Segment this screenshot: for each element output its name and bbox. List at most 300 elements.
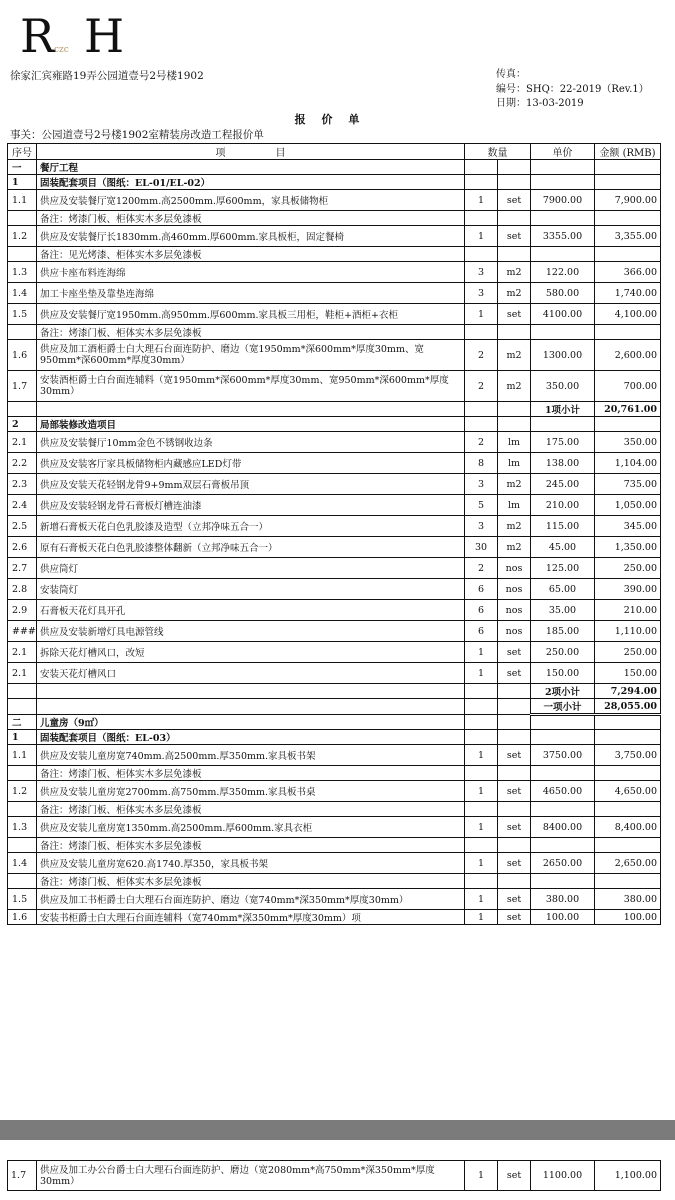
row-amount: 366.00 (595, 262, 661, 283)
row-no: 2.3 (8, 474, 37, 495)
row-desc: 供应及安装餐厅宽1200mm.高2500mm.厚600mm，家具板储物柜 (37, 190, 465, 211)
table-row (8, 516, 661, 537)
row-price: 185.00 (531, 621, 595, 642)
row-unit: m2 (498, 371, 531, 402)
row-no: 2.6 (8, 537, 37, 558)
row-note: 备注：烤漆门板、柜体实木多层免漆板 (37, 766, 465, 781)
row-amount (595, 730, 661, 745)
row-qty: 1 (465, 781, 498, 802)
row-no: 1.7 (8, 371, 37, 402)
row-qty: 1 (465, 817, 498, 838)
row-qty: 6 (465, 579, 498, 600)
row-desc: 供应及安装儿童房宽1350mm.高2500mm.厚600mm.家具衣柜 (37, 817, 465, 838)
col-qty: 数量 (465, 144, 531, 160)
row-price: 4650.00 (531, 781, 595, 802)
row-unit (498, 325, 531, 340)
row-amount: 345.00 (595, 516, 661, 537)
row-price: 1300.00 (531, 340, 595, 371)
row-no: 1.4 (8, 853, 37, 874)
row-unit: m2 (498, 283, 531, 304)
row-price: 350.00 (531, 371, 595, 402)
row-amount: 390.00 (595, 579, 661, 600)
row-no: 2.1 (8, 663, 37, 684)
address: 徐家汇宾雍路19弄公园道壹号2号楼1902 (10, 70, 204, 82)
row-amount: 735.00 (595, 474, 661, 495)
row-title: 固装配套项目（图纸：EL-01/EL-02） (37, 175, 465, 190)
row-no (8, 874, 37, 889)
row-amount: 1,740.00 (595, 283, 661, 304)
row-amount (595, 715, 661, 730)
row-desc: 加工卡座坐垫及靠垫连海绵 (37, 283, 465, 304)
row-no: 2.7 (8, 558, 37, 579)
row-desc (37, 699, 465, 715)
row-unit (498, 417, 531, 432)
note-row (8, 325, 661, 340)
row-price (531, 325, 595, 340)
row-amount: 150.00 (595, 663, 661, 684)
table-row (8, 474, 661, 495)
section-row (8, 715, 661, 730)
row-desc: 原有石膏板天花白色乳胶漆整体翻新（立邦净味五合一） (37, 537, 465, 558)
row-price: 8400.00 (531, 817, 595, 838)
table-header (8, 144, 661, 160)
row-unit: m2 (498, 474, 531, 495)
row-price (531, 838, 595, 853)
row-unit: lm (498, 495, 531, 516)
row-price: 100.00 (531, 910, 595, 925)
row-unit (498, 838, 531, 853)
row-unit: nos (498, 558, 531, 579)
row-unit (498, 247, 531, 262)
row-amount: 3,355.00 (595, 226, 661, 247)
row-unit (498, 802, 531, 817)
row-price: 138.00 (531, 453, 595, 474)
table-row (8, 1161, 661, 1191)
table-row (8, 663, 661, 684)
row-qty: 1 (465, 889, 498, 910)
row-amount (595, 325, 661, 340)
subtotal-amount: 7,294.00 (595, 684, 661, 699)
row-qty: 3 (465, 283, 498, 304)
row-price (531, 874, 595, 889)
row-desc: 供应及加工书柜爵士白大理石台面连防护、磨边（宽740mm*深350mm*厚度30mm） (37, 889, 465, 910)
table-row (8, 226, 661, 247)
row-title: 固装配套项目（图纸：EL-03） (37, 730, 465, 745)
row-desc: 供应及安装儿童房宽740mm.高2500mm.厚350mm.家具板书架 (37, 745, 465, 766)
row-no: 2.1 (8, 432, 37, 453)
row-no: 1.5 (8, 304, 37, 325)
table-row (8, 537, 661, 558)
row-qty (465, 684, 498, 699)
row-qty (465, 874, 498, 889)
subsection-row (8, 730, 661, 745)
row-no: 1.6 (8, 910, 37, 925)
row-amount (595, 247, 661, 262)
row-amount: 1,104.00 (595, 453, 661, 474)
subtotal-amount: 28,055.00 (595, 699, 661, 715)
row-no: 1.2 (8, 226, 37, 247)
table-row (8, 745, 661, 766)
row-qty: 3 (465, 516, 498, 537)
row-qty: 1 (465, 642, 498, 663)
row-amount (595, 766, 661, 781)
row-qty (465, 247, 498, 262)
row-price (531, 247, 595, 262)
row-unit (498, 684, 531, 699)
row-unit: set (498, 304, 531, 325)
row-qty (465, 175, 498, 190)
table-row (8, 190, 661, 211)
page-break-band (0, 1120, 675, 1140)
row-no (8, 402, 37, 417)
row-amount: 2,650.00 (595, 853, 661, 874)
row-desc: 供应及安装餐厅10mm金色不锈钢收边条 (37, 432, 465, 453)
row-price (531, 730, 595, 745)
row-qty: 1 (465, 304, 498, 325)
row-qty: 1 (465, 190, 498, 211)
col-price: 单价 (531, 144, 595, 160)
table-row (8, 432, 661, 453)
row-qty: 5 (465, 495, 498, 516)
row-no: 1.4 (8, 283, 37, 304)
row-no: 2.4 (8, 495, 37, 516)
row-amount: 1,050.00 (595, 495, 661, 516)
row-unit: set (498, 889, 531, 910)
row-unit: set (498, 226, 531, 247)
row-qty (465, 699, 498, 715)
row-price (531, 766, 595, 781)
row-unit: nos (498, 621, 531, 642)
row-unit: m2 (498, 340, 531, 371)
row-title: 餐厅工程 (37, 160, 465, 175)
row-amount: 7,900.00 (595, 190, 661, 211)
row-qty: 1 (465, 910, 498, 925)
row-desc (37, 402, 465, 417)
row-qty: 1 (465, 226, 498, 247)
row-unit: set (498, 663, 531, 684)
row-price (531, 160, 595, 175)
row-unit: set (498, 745, 531, 766)
row-qty (465, 402, 498, 417)
row-unit: lm (498, 432, 531, 453)
row-amount (595, 160, 661, 175)
row-price: 3750.00 (531, 745, 595, 766)
row-note: 备注：烤漆门板、柜体实木多层免漆板 (37, 325, 465, 340)
row-amount (595, 175, 661, 190)
row-price: 175.00 (531, 432, 595, 453)
row-unit: set (498, 1161, 531, 1191)
row-unit (498, 160, 531, 175)
row-price: 150.00 (531, 663, 595, 684)
row-amount: 4,100.00 (595, 304, 661, 325)
row-desc: 安装天花灯槽风口 (37, 663, 465, 684)
row-desc: 新增石膏板天花白色乳胶漆及造型（立邦净味五合一） (37, 516, 465, 537)
subtotal-label: 1项小计 (531, 402, 595, 417)
subtotal-label: 2项小计 (531, 684, 595, 699)
table-row (8, 283, 661, 304)
row-note: 备注：烤漆门板、柜体实木多层免漆板 (37, 838, 465, 853)
row-no (8, 211, 37, 226)
row-amount (595, 838, 661, 853)
row-no: 二 (8, 715, 37, 730)
row-amount: 1,100.00 (595, 1161, 661, 1191)
row-amount: 250.00 (595, 558, 661, 579)
row-price: 115.00 (531, 516, 595, 537)
row-unit: set (498, 190, 531, 211)
note-row (8, 874, 661, 889)
meta-block (496, 68, 649, 112)
page-title: 报 价 单 (294, 113, 366, 126)
row-no (8, 802, 37, 817)
row-desc: 供应筒灯 (37, 558, 465, 579)
quote-table-page2 (7, 1160, 661, 1191)
row-unit (498, 874, 531, 889)
row-note: 备注：见光烤漆、柜体实木多层免漆板 (37, 247, 465, 262)
row-desc: 供应及加工办公台爵士白大理石台面连防护、磨边（宽2080mm*高750mm*深350mm*厚度30mm） (37, 1161, 465, 1191)
table-row (8, 910, 661, 925)
row-no: 1 (8, 730, 37, 745)
row-desc: 供应及安装餐厅长1830mm.高460mm.厚600mm.家具板柜，固定餐椅 (37, 226, 465, 247)
subject-line: 事关：公园道壹号2号楼1902室精装房改造工程报价单 (10, 129, 264, 141)
row-price: 125.00 (531, 558, 595, 579)
subtotal-row (8, 699, 661, 715)
note-row (8, 211, 661, 226)
row-amount: 700.00 (595, 371, 661, 402)
row-unit: set (498, 910, 531, 925)
row-qty: 3 (465, 262, 498, 283)
section-row (8, 160, 661, 175)
row-amount: 100.00 (595, 910, 661, 925)
row-desc: 拆除天花灯槽风口，改短 (37, 642, 465, 663)
table-row (8, 371, 661, 402)
row-price (531, 417, 595, 432)
table-row (8, 579, 661, 600)
quote-date: 日期：13-03-2019 (496, 98, 584, 109)
row-unit: m2 (498, 537, 531, 558)
row-qty: 2 (465, 432, 498, 453)
row-desc: 供应及安装天花轻钢龙骨9+9mm双层石膏板吊顶 (37, 474, 465, 495)
row-desc: 供应卡座布料连海绵 (37, 262, 465, 283)
quote-table (7, 143, 661, 925)
row-qty (465, 211, 498, 226)
row-price: 580.00 (531, 283, 595, 304)
row-amount: 1,350.00 (595, 537, 661, 558)
row-desc: 供应及安装新增灯具电源管线 (37, 621, 465, 642)
company-logo (20, 8, 130, 60)
row-qty: 2 (465, 558, 498, 579)
row-no: ### (8, 621, 37, 642)
row-no (8, 325, 37, 340)
row-desc: 石膏板天花灯具开孔 (37, 600, 465, 621)
table-row (8, 262, 661, 283)
logo-small-text: czc (54, 45, 69, 55)
row-qty (465, 730, 498, 745)
row-price (531, 211, 595, 226)
quote-number: 编号：SHQ：22-2019（Rev.1） (496, 83, 649, 95)
note-row (8, 838, 661, 853)
row-no: 1.1 (8, 745, 37, 766)
row-desc: 安装筒灯 (37, 579, 465, 600)
row-price (531, 715, 595, 730)
row-no: 1.1 (8, 190, 37, 211)
row-unit (498, 730, 531, 745)
table-row (8, 642, 661, 663)
row-qty: 30 (465, 537, 498, 558)
table-row (8, 889, 661, 910)
row-unit (498, 175, 531, 190)
row-no: 2.9 (8, 600, 37, 621)
subtotal-row (8, 684, 661, 699)
row-amount: 1,110.00 (595, 621, 661, 642)
fax-label: 传真： (496, 69, 526, 80)
row-no (8, 699, 37, 715)
row-amount (595, 417, 661, 432)
row-price: 3355.00 (531, 226, 595, 247)
row-note: 备注：烤漆门板、柜体实木多层免漆板 (37, 211, 465, 226)
table-row (8, 853, 661, 874)
row-no: 1.7 (8, 1161, 37, 1191)
row-unit: m2 (498, 262, 531, 283)
row-desc: 供应及加工酒柜爵士白大理石台面连防护、磨边（宽1950mm*深600mm*厚度30mm、宽950mm*深600mm*厚度30mm） (37, 340, 465, 371)
note-row (8, 766, 661, 781)
row-price: 250.00 (531, 642, 595, 663)
row-price: 122.00 (531, 262, 595, 283)
row-qty (465, 838, 498, 853)
row-price: 380.00 (531, 889, 595, 910)
row-price: 4100.00 (531, 304, 595, 325)
row-note: 备注：烤漆门板、柜体实木多层免漆板 (37, 874, 465, 889)
row-qty (465, 715, 498, 730)
table-row (8, 600, 661, 621)
row-qty (465, 325, 498, 340)
row-qty: 2 (465, 340, 498, 371)
row-amount: 380.00 (595, 889, 661, 910)
row-price: 7900.00 (531, 190, 595, 211)
row-desc: 安装酒柜爵士白台面连辅料（宽1950mm*深600mm*厚度30mm、宽950mm*深600mm*厚度30mm） (37, 371, 465, 402)
row-no (8, 684, 37, 699)
col-item: 项 目 (37, 144, 465, 160)
row-no: 1.5 (8, 889, 37, 910)
table-row (8, 558, 661, 579)
row-qty (465, 802, 498, 817)
row-no: 2.5 (8, 516, 37, 537)
row-amount: 4,650.00 (595, 781, 661, 802)
row-no: 2.8 (8, 579, 37, 600)
row-price: 45.00 (531, 537, 595, 558)
row-qty: 2 (465, 371, 498, 402)
row-qty (465, 766, 498, 781)
row-amount: 350.00 (595, 432, 661, 453)
logo-letter-h: H (84, 9, 125, 60)
table-row (8, 304, 661, 325)
row-title: 儿童房（9㎡） (37, 715, 465, 730)
row-unit: nos (498, 579, 531, 600)
note-row (8, 802, 661, 817)
row-no: 2.2 (8, 453, 37, 474)
table-row (8, 340, 661, 371)
row-qty: 8 (465, 453, 498, 474)
row-unit (498, 211, 531, 226)
row-no: 1.3 (8, 817, 37, 838)
row-no: 2.1 (8, 642, 37, 663)
row-title: 局部装修改造项目 (37, 417, 465, 432)
row-price: 2650.00 (531, 853, 595, 874)
row-amount: 8,400.00 (595, 817, 661, 838)
row-price: 210.00 (531, 495, 595, 516)
table-row (8, 453, 661, 474)
logo-letter-r: R (20, 9, 55, 60)
row-price: 65.00 (531, 579, 595, 600)
row-amount (595, 874, 661, 889)
row-no: 1 (8, 175, 37, 190)
row-note: 备注：烤漆门板、柜体实木多层免漆板 (37, 802, 465, 817)
row-amount: 250.00 (595, 642, 661, 663)
row-desc: 供应及安装餐厅宽1950mm.高950mm.厚600mm.家具板三用柜，鞋柜+酒柜+衣柜 (37, 304, 465, 325)
row-unit: nos (498, 600, 531, 621)
row-qty: 6 (465, 621, 498, 642)
row-no: 1.2 (8, 781, 37, 802)
row-no: 一 (8, 160, 37, 175)
row-desc: 安装书柜爵士白大理石台面连辅料（宽740mm*深350mm*厚度30mm）项 (37, 910, 465, 925)
row-no: 1.3 (8, 262, 37, 283)
row-qty: 6 (465, 600, 498, 621)
row-qty (465, 417, 498, 432)
row-price (531, 802, 595, 817)
row-amount: 3,750.00 (595, 745, 661, 766)
row-no (8, 766, 37, 781)
row-price: 245.00 (531, 474, 595, 495)
table-row (8, 495, 661, 516)
row-desc: 供应及安装儿童房宽2700mm.高750mm.厚350mm.家具板书桌 (37, 781, 465, 802)
subtotal-amount: 20,761.00 (595, 402, 661, 417)
subsection-row (8, 417, 661, 432)
row-price (531, 175, 595, 190)
row-desc: 供应及安装儿童房宽620.高1740.厚350，家具板书架 (37, 853, 465, 874)
row-amount (595, 211, 661, 226)
row-qty: 1 (465, 663, 498, 684)
row-no: 1.6 (8, 340, 37, 371)
row-unit: lm (498, 453, 531, 474)
table-row (8, 621, 661, 642)
row-price: 1100.00 (531, 1161, 595, 1191)
note-row (8, 247, 661, 262)
col-no: 序号 (8, 144, 37, 160)
table-row (8, 817, 661, 838)
subtotal-row (8, 402, 661, 417)
row-qty: 1 (465, 1161, 498, 1191)
row-desc: 供应及安装轻钢龙骨石膏板灯槽连油漆 (37, 495, 465, 516)
row-desc (37, 684, 465, 699)
row-desc: 供应及安装客厅家具板储物柜内藏感应LED灯带 (37, 453, 465, 474)
table-row (8, 781, 661, 802)
col-amount: 金额 (RMB) (595, 144, 661, 160)
subtotal-label: 一项小计 (531, 699, 595, 715)
row-no (8, 838, 37, 853)
row-qty: 1 (465, 853, 498, 874)
row-unit (498, 402, 531, 417)
row-unit (498, 699, 531, 715)
row-amount: 210.00 (595, 600, 661, 621)
row-amount (595, 802, 661, 817)
subsection-row (8, 175, 661, 190)
row-unit: set (498, 781, 531, 802)
row-unit (498, 766, 531, 781)
row-unit (498, 715, 531, 730)
row-amount: 2,600.00 (595, 340, 661, 371)
row-unit: set (498, 642, 531, 663)
row-unit: m2 (498, 516, 531, 537)
row-unit: set (498, 817, 531, 838)
